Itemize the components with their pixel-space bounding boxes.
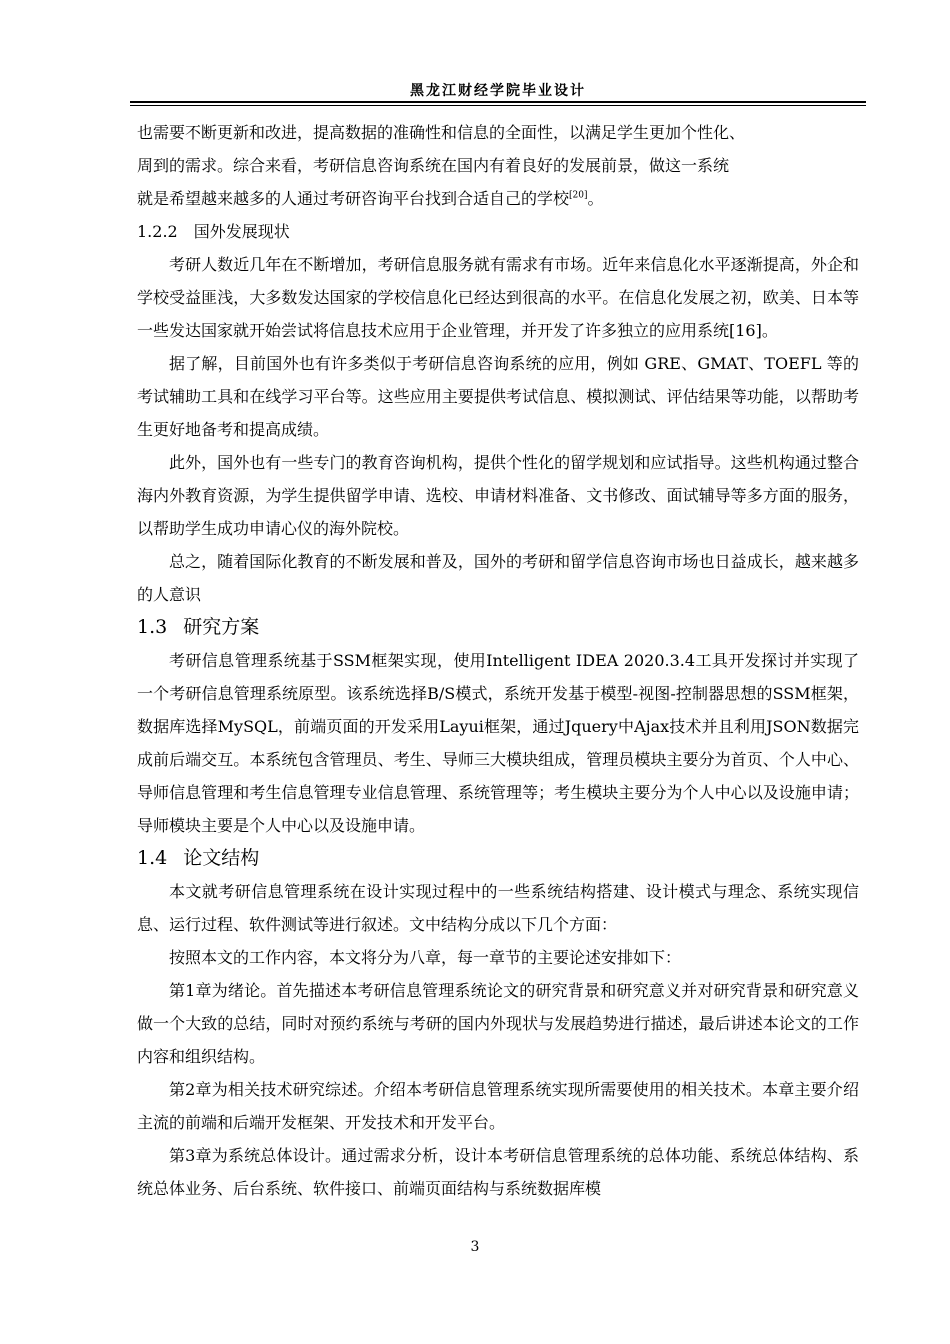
header-rule-thin bbox=[130, 105, 866, 106]
citation-ref: [20] bbox=[569, 190, 588, 201]
section-heading-1-2-2 bbox=[137, 215, 859, 248]
paragraph: 第1章为绪论。首先描述本考研信息管理系统论文的研究背景和研究意义并对研究背景和研究意义做一个大致的总结，同时对预约系统与考研的国内外现状与发展趋势进行描述，最后讲述本论文的工作内容和组织结构。 bbox=[137, 981, 859, 1066]
paragraph: 总之，随着国际化教育的不断发展和普及，国外的考研和留学信息咨询市场也日益成长，越来越多的人意识 bbox=[137, 552, 859, 604]
paragraph: 第3章为系统总体设计。通过需求分析，设计本考研信息管理系统的总体功能、系统总体结构、系统总体业务、后台系统、软件接口、前端页面结构与系统数据库模 bbox=[137, 1146, 859, 1198]
section-number: 1.4 bbox=[137, 847, 168, 869]
section-title: 国外发展现状 bbox=[193, 222, 290, 241]
paragraph: 第2章为相关技术研究综述。介绍本考研信息管理系统实现所需要使用的相关技术。本章主要介绍主流的前端和后端开发框架、开发技术和开发平台。 bbox=[137, 1080, 859, 1132]
paragraph: 考研人数近几年在不断增加，考研信息服务就有需求有市场。近年来信息化水平逐渐提高，外企和学校受益匪浅，大多数发达国家的学校信息化已经达到很高的水平。在信息化发展之初，欧美、日本等一些发达国家就开始尝试将信息技术应用于企业管理，并开发了许多独立的应用系统[16]。 bbox=[137, 255, 859, 340]
paragraph: 考研信息管理系统基于SSM框架实现，使用Intelligent IDEA 2020.3.4工具开发探讨并实现了一个考研信息管理系统原型。该系统选择B/S模式，系统开发基于模型-视图-控制器思想的SSM框架，数据库选择MySQL，前端页面的开发采用Layui框架，通过Jquery中Ajax技术并且利用JSON数据完成前后端交互。本系统包含管理员、考生、导师三大模块组成，管理员模块主要分为首页、个人中心、导师信息管理和考生信息管理专业信息管理、系统管理等；考生模块主要分为个人中心以及设施申请；导师模块主要是个人中心以及设施申请。 bbox=[137, 651, 859, 835]
paragraph: 此外，国外也有一些专门的教育咨询机构，提供个性化的留学规划和应试指导。这些机构通过整合海内外教育资源，为学生提供留学申请、选校、申请材料准备、文书修改、面试辅导等多方面的服务，以帮助学生成功申请心仪的海外院校。 bbox=[137, 453, 859, 538]
section-number: 1.3 bbox=[137, 616, 168, 638]
running-header: 黑龙江财经学院毕业设计 bbox=[410, 83, 586, 99]
header-rule-thick bbox=[130, 101, 866, 103]
body-text bbox=[137, 116, 859, 1205]
paragraph: 本文就考研信息管理系统在设计实现过程中的一些系统结构搭建、设计模式与理念、系统实现信息、运行过程、软件测试等进行叙述。文中结构分成以下几个方面： bbox=[137, 882, 859, 934]
section-number: 1.2.2 bbox=[137, 222, 178, 241]
section-title: 研究方案 bbox=[183, 616, 260, 638]
paragraph-line: 就是希望越来越多的人通过考研咨询平台找到合适自己的学校 bbox=[137, 189, 570, 208]
paragraph-line: 也需要不断更新和改进，提高数据的准确性和信息的全面性，以满足学生更加个性化、 bbox=[137, 123, 746, 142]
section-title: 论文结构 bbox=[183, 847, 260, 869]
section-heading-1-3 bbox=[137, 611, 859, 644]
paragraph-continued bbox=[137, 116, 859, 215]
paragraph: 据了解，目前国外也有许多类似于考研信息咨询系统的应用，例如 GRE、GMAT、TOEFL 等的考试辅助工具和在线学习平台等。这些应用主要提供考试信息、模拟测试、评估结果等功能，以帮助考生更好地备考和提高成绩。 bbox=[137, 354, 859, 439]
paragraph-end: 。 bbox=[587, 189, 604, 208]
paragraph-line: 周到的需求。综合来看，考研信息咨询系统在国内有着良好的发展前景，做这一系统 bbox=[137, 156, 730, 175]
section-heading-1-4 bbox=[137, 842, 859, 875]
page-number: 3 bbox=[470, 1239, 480, 1255]
paragraph: 按照本文的工作内容，本文将分为八章，每一章节的主要论述安排如下： bbox=[169, 948, 682, 967]
